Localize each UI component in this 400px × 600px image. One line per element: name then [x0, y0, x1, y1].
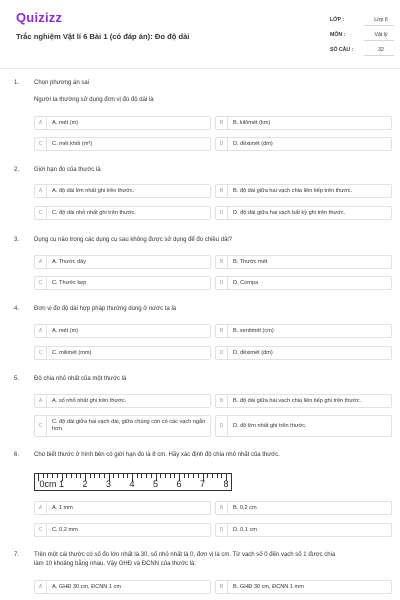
question-number: 7.: [14, 552, 20, 558]
ruler-tick: [165, 474, 166, 478]
option-letter: B: [216, 185, 228, 197]
question-number: 4.: [14, 306, 20, 312]
option-text: A. Thước dây: [52, 258, 87, 265]
option-text: D. 0,1 cm: [233, 526, 257, 533]
answer-option-a[interactable]: [34, 394, 211, 408]
option-letter: A: [35, 502, 47, 514]
answer-option-b[interactable]: [215, 184, 392, 198]
ruler-tick: [217, 474, 218, 478]
ruler-tick: [141, 474, 142, 478]
answer-option-a[interactable]: [34, 501, 211, 515]
option-letter: A: [35, 581, 47, 593]
answer-option-a[interactable]: [34, 116, 211, 130]
ruler-tick: [170, 474, 171, 478]
ruler-tick: [52, 474, 53, 478]
ruler-tick: [174, 474, 175, 478]
option-letter: C: [35, 277, 47, 289]
option-letter: C: [35, 138, 47, 150]
ruler-tick: [47, 474, 48, 478]
option-letter: D: [216, 277, 228, 289]
meta-grade-line: [364, 25, 394, 26]
ruler-label: 6: [176, 479, 182, 489]
meta-subject-line: [364, 40, 394, 41]
ruler-tick: [221, 474, 222, 478]
option-text: B. độ dài giữa hai vạch chia liên tiếp trên thước.: [233, 187, 353, 194]
option-text: D. độ lớn nhất ghi trên thước.: [233, 422, 307, 429]
answer-option-b[interactable]: [215, 116, 392, 130]
option-text: A. mét (m): [52, 119, 79, 126]
option-letter: A: [35, 256, 47, 268]
option-letter: B: [216, 395, 228, 407]
option-letter: B: [216, 502, 228, 514]
ruler-tick: [80, 474, 81, 478]
option-letter: A: [35, 395, 47, 407]
option-text: A. 1 mm: [52, 504, 73, 511]
option-letter: B: [216, 581, 228, 593]
option-letter: B: [216, 256, 228, 268]
answer-option-d[interactable]: [215, 523, 392, 537]
ruler-tick: [43, 474, 44, 478]
ruler-tick: [193, 474, 194, 478]
ruler-label: 3: [105, 479, 112, 489]
option-letter: D: [216, 207, 228, 219]
answer-option-b[interactable]: [215, 501, 392, 515]
ruler-tick: [160, 474, 161, 478]
ruler-tick: [188, 474, 189, 478]
ruler-tick: [66, 474, 67, 478]
answer-option-a[interactable]: [34, 324, 211, 338]
ruler-tick: [76, 474, 77, 478]
ruler-tick: [94, 474, 95, 478]
option-letter: C: [35, 524, 47, 536]
ruler-label: 2: [82, 479, 88, 489]
answer-option-a[interactable]: [34, 580, 211, 594]
option-text: B. độ dài giữa hai vạch chia liên tiếp ghi trên thước.: [233, 397, 362, 404]
ruler-tick: [146, 474, 147, 478]
option-text: B. Thước mét: [233, 258, 268, 265]
ruler-tick: [207, 474, 208, 478]
option-letter: B: [216, 117, 228, 129]
question-number: 2.: [14, 167, 20, 173]
answer-option-a[interactable]: [34, 255, 211, 269]
ruler-label: 5: [152, 479, 159, 489]
meta-count-value: 32: [378, 47, 384, 53]
question-text: Trên một cái thước có số đo lớn nhất là 30, số nhỏ nhất là 0, đơn vị là cm. Từ vạch số 0 đến vạch số 1 được chia: [34, 552, 336, 558]
answer-option-b[interactable]: [215, 580, 392, 594]
option-text: A. GHĐ 30 cm, ĐCNN 1 cm: [52, 583, 121, 590]
option-letter: A: [35, 185, 47, 197]
answer-option-c[interactable]: [34, 523, 211, 537]
answer-option-d[interactable]: [215, 276, 392, 290]
ruler-tick: [71, 474, 72, 478]
meta-subject-value: Vật lý: [374, 32, 388, 38]
question-number: 6.: [14, 452, 20, 458]
question-text: Độ chia nhỏ nhất của một thước là: [34, 376, 127, 382]
option-text: C. milimét (mm): [52, 349, 92, 356]
ruler-tick: [184, 474, 185, 478]
page-title: Trắc nghiệm Vật lí 6 Bài 1 (có đáp án): Đo độ dài: [16, 32, 190, 41]
answer-option-d[interactable]: [215, 415, 392, 437]
meta-grade-key: LỚP :: [330, 17, 345, 23]
question-subtext: Người ta thường sử dụng đơn vị đo độ dài là: [34, 97, 154, 103]
answer-option-d[interactable]: [215, 206, 392, 220]
option-text: B. GHĐ 30 cm, ĐCNN 1 mm: [233, 583, 304, 590]
option-letter: D: [216, 347, 228, 359]
meta-grade-value: Lớp 6: [374, 17, 388, 23]
answer-option-b[interactable]: [215, 324, 392, 338]
ruler-tick: [123, 474, 124, 478]
quizizz-logo[interactable]: Quizizz: [16, 10, 63, 25]
question-text: Đơn vị đo độ dài hợp pháp thường dùng ở nước ta là: [34, 306, 177, 312]
option-text: A. số nhỏ nhất ghi trên thước.: [52, 397, 127, 404]
ruler-label: 8: [223, 479, 229, 489]
meta-subject-key: MÔN :: [330, 32, 346, 38]
question-number: 3.: [14, 237, 20, 243]
ruler-label: 1: [58, 479, 65, 489]
option-text: B. kilômét (km): [233, 119, 271, 126]
question-text: Chọn phương án sai: [34, 80, 89, 86]
option-letter: A: [35, 325, 47, 337]
question-text: Cho biết thước ở hình bên có giới hạn đo là 8 cm. Hãy xác định độ chia nhỏ nhất của thước.: [34, 452, 280, 458]
option-letter: D: [216, 416, 228, 436]
answer-option-c[interactable]: [34, 276, 211, 290]
ruler-tick: [118, 474, 119, 478]
option-text: C. 0,2 mm: [52, 526, 78, 533]
option-text: A. độ dài lớn nhất ghi trên thước.: [52, 187, 135, 194]
answer-option-c[interactable]: [34, 206, 211, 220]
answer-option-b[interactable]: [215, 255, 392, 269]
ruler-tick: [137, 474, 138, 478]
worksheet-header: [0, 0, 400, 66]
option-letter: A: [35, 117, 47, 129]
answer-option-a[interactable]: [34, 184, 211, 198]
answer-option-d[interactable]: [215, 346, 392, 360]
answer-option-c[interactable]: [34, 415, 211, 437]
answer-option-c[interactable]: [34, 346, 211, 360]
ruler-tick: [90, 474, 91, 478]
option-letter: B: [216, 325, 228, 337]
meta-count-line: [364, 55, 394, 56]
option-text: A. mét (m): [52, 327, 79, 334]
option-text: C. độ dài nhỏ nhất ghi trên thước.: [52, 209, 136, 216]
ruler-tick: [104, 474, 105, 478]
ruler-tick: [151, 474, 152, 478]
ruler-label: 4: [129, 479, 135, 489]
option-text: D. độ dài giữa hai vạch bất kỳ ghi trên thước.: [233, 209, 346, 216]
ruler-tick: [113, 474, 114, 478]
ruler-tick: [57, 474, 58, 478]
question-text: Dụng cụ nào trong các dụng cụ sau không được sử dụng để đo chiều dài?: [34, 237, 233, 243]
ruler-tick: [198, 474, 199, 478]
question-number: 1.: [14, 80, 20, 86]
ruler-tick: [212, 474, 213, 478]
question-text-line-2: làm 10 khoảng bằng nhau. Vậy GHĐ và ĐCNN của thước là:: [34, 561, 197, 567]
question-text: Giới hạn đo của thước là: [34, 167, 101, 173]
ruler-tick: [99, 474, 100, 478]
answer-option-b[interactable]: [215, 394, 392, 408]
answer-option-c[interactable]: [34, 137, 211, 151]
answer-option-d[interactable]: [215, 137, 392, 151]
meta-count-key: SỐ CÂU :: [330, 47, 354, 53]
option-letter: D: [216, 524, 228, 536]
option-letter: C: [35, 416, 47, 436]
option-text: C. độ dài giữa hai vạch dài, giữa chúng còn có các vạch ngắn hơn.: [52, 419, 206, 432]
header-divider: [0, 68, 400, 69]
option-text: D. đềximét (dm): [233, 349, 273, 356]
option-text: C. mét khối (m³): [52, 140, 93, 147]
ruler-tick: [127, 474, 128, 478]
option-text: D. đềximét (dm): [233, 140, 273, 147]
option-text: D. Compa: [233, 279, 259, 286]
option-letter: C: [35, 207, 47, 219]
ruler-figure: [34, 473, 232, 491]
option-text: B. xentimét (cm): [233, 327, 274, 334]
option-text: C. Thước kẹp: [52, 279, 87, 286]
ruler-label: 0cm: [39, 479, 57, 489]
option-text: B. 0,2 cm: [233, 504, 257, 511]
ruler-label: 7: [199, 479, 206, 489]
option-letter: D: [216, 138, 228, 150]
question-number: 5.: [14, 376, 20, 382]
option-letter: C: [35, 347, 47, 359]
